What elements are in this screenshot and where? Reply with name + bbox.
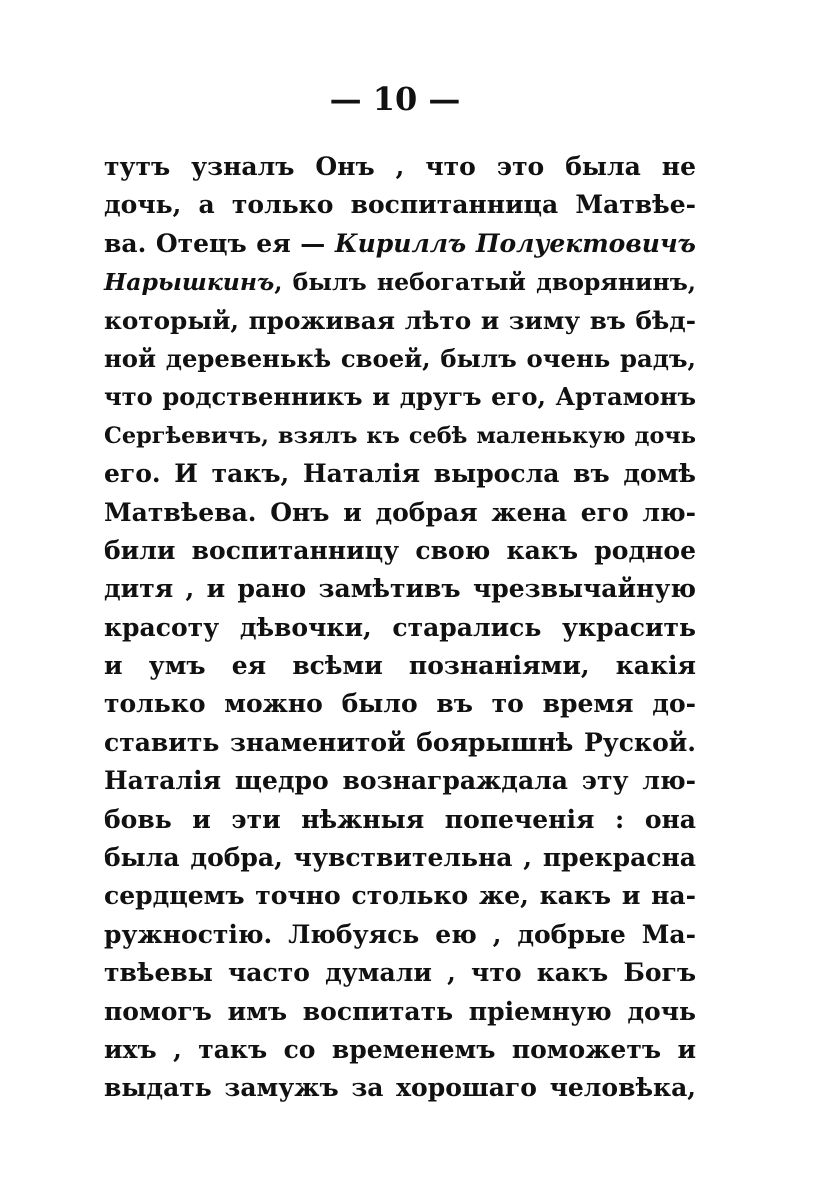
text-line: помогъ имъ воспитать пріемную дочь <box>104 996 696 1026</box>
text-line: сердцемъ точно столько же, какъ и на- <box>104 881 696 911</box>
page-number: — 10 — <box>329 80 461 118</box>
text-line: выдать замужъ за хорошаго человѣка, <box>104 1073 696 1103</box>
text-line: красоту дѣвочки, старались украсить <box>104 612 696 642</box>
text-line: дочь, а только воспитанница Матвѣе- <box>104 190 696 220</box>
text-line: Нарышкинъ, былъ небогатый дворянинъ, <box>104 268 696 297</box>
text-line: и умъ ея всѣми познаніями, какія <box>104 651 696 681</box>
text-line: ставить знаменитой боярышнѣ Руской. <box>104 727 696 757</box>
text-line: били воспитанницу свою какъ родное <box>104 535 696 565</box>
text-line: что родственникъ и другъ его, Артамонъ <box>104 382 696 412</box>
text-line: ва. Отецъ ея — Кириллъ Полуектовичъ <box>104 228 696 258</box>
text-line: Матвѣева. Онъ и добрая жена его лю- <box>104 497 696 527</box>
italic-name: Кириллъ Полуектовичъ <box>334 228 696 258</box>
text-line: была добра, чувствительна , прекрасна <box>104 843 696 873</box>
text-line: ихъ , такъ со временемъ поможетъ и <box>104 1034 696 1064</box>
text-line: только можно было въ то время до- <box>104 689 696 719</box>
text-line: его. И такъ, Наталія выросла въ домѣ <box>104 459 696 489</box>
text-line: твѣевы часто думали , что какъ Богъ <box>104 958 696 988</box>
body-text <box>104 148 696 1108</box>
text-line: бовь и эти нѣжныя попеченія : она <box>104 804 696 834</box>
text-line: дитя , и рано замѣтивъ чрезвычайную <box>104 574 696 604</box>
italic-name: Нарышкинъ <box>104 268 275 297</box>
text-line: ной деревенькѣ своей, былъ очень радъ, <box>104 343 696 373</box>
text-line: тутъ узналъ Онъ , что это была не <box>104 152 696 181</box>
text-line: Наталія щедро вознаграждала эту лю- <box>104 766 696 796</box>
text-line: ружностію. Любуясь ею , добрые Ма- <box>104 919 696 949</box>
text-line: который, проживая лѣто и зиму въ бѣд- <box>104 305 696 335</box>
text-line: Сергѣевичъ, взялъ къ себѣ маленькую дочь <box>104 422 696 449</box>
